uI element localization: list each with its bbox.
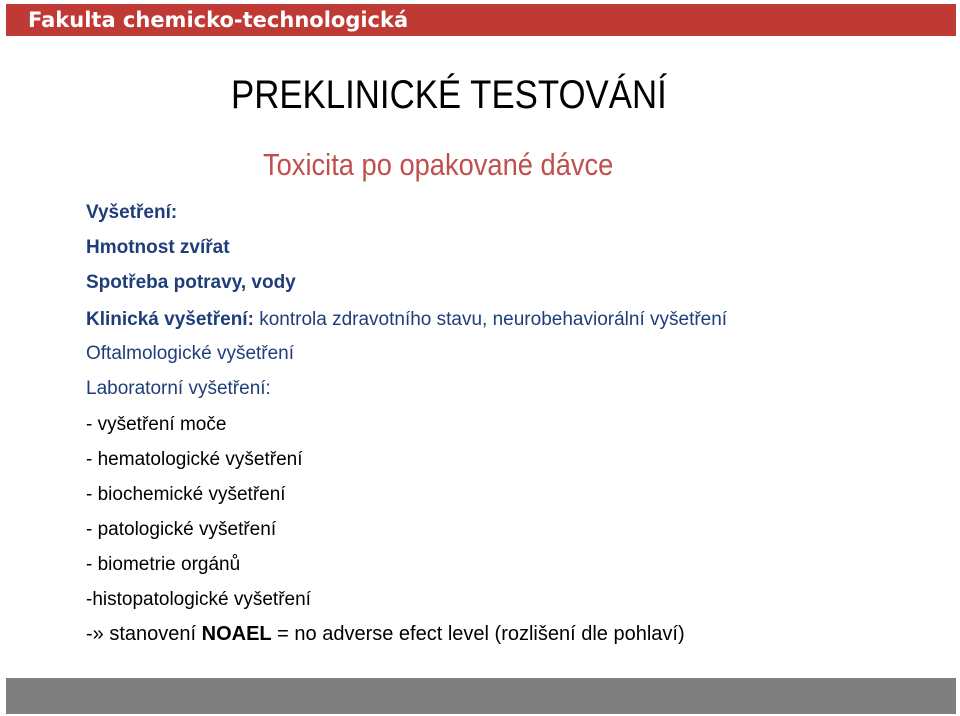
clinical-description: kontrola zdravotního stavu, neurobehaviorální vyšetření <box>253 309 728 330</box>
noael-term: NOAEL <box>201 623 272 645</box>
pathology-item: - patologické vyšetření <box>86 519 277 540</box>
faculty-name: Fakulta chemicko-technologická <box>28 8 409 32</box>
biochemistry-item: - biochemické vyšetření <box>86 484 286 505</box>
histopathology-item: -histopatologické vyšetření <box>86 589 311 610</box>
examinations-heading: Vyšetření: <box>86 202 178 223</box>
urine-item: - vyšetření moče <box>86 414 227 435</box>
ophthalmology-item: Oftalmologické vyšetření <box>86 343 295 364</box>
organ-biometry-item: - biometrie orgánů <box>86 554 241 575</box>
food-water-item: Spotřeba potravy, vody <box>86 272 296 293</box>
noael-item <box>86 622 685 646</box>
slide-title: PREKLINICKÉ TESTOVÁNÍ <box>231 73 667 117</box>
body-weight-item: Hmotnost zvířat <box>86 237 230 258</box>
laboratory-heading: Laboratorní vyšetření: <box>86 378 271 399</box>
slide-subtitle: Toxicita po opakované dávce <box>263 147 614 182</box>
footer-bar <box>6 678 956 714</box>
hematology-item: - hematologické vyšetření <box>86 449 303 470</box>
noael-definition: = no adverse efect level (rozlišení dle pohlaví) <box>271 623 685 645</box>
header-bar <box>6 4 956 36</box>
noael-prefix: -» stanovení <box>86 623 202 645</box>
clinical-label: Klinická vyšetření: <box>86 309 254 330</box>
clinical-examination-item <box>86 308 727 332</box>
